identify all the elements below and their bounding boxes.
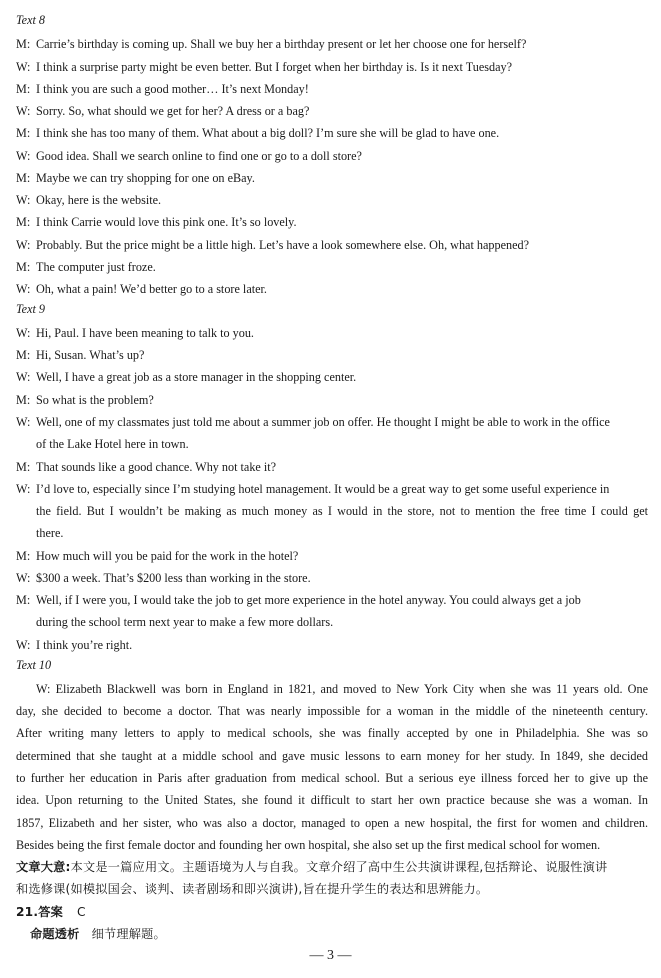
speaker-tag: M: bbox=[16, 260, 31, 274]
page-number: — 3 — bbox=[309, 948, 352, 963]
summary-label: 文章大意: bbox=[16, 860, 71, 874]
dialogue-line: W: Well, I have a great job as a store manager in the shopping center. bbox=[16, 370, 357, 384]
analysis-label: 命题透析 bbox=[30, 927, 80, 941]
dialogue-line: W: Hi, Paul. I have been meaning to talk to you. bbox=[16, 326, 254, 340]
speaker-tag: M: bbox=[16, 215, 31, 229]
answer-value: C bbox=[76, 905, 86, 919]
dialogue-text: Oh, what a pain! We’d better go to a store later. bbox=[36, 282, 267, 296]
dialogue-line: M: How much will you be paid for the work in the hotel? bbox=[16, 549, 299, 563]
dialogue-line: W: Well, one of my classmates just told me about a summer job on offer. He thought I might be able to work in the office bbox=[16, 415, 610, 429]
dialogue-text: Carrie’s birthday is coming up. Shall we buy her a birthday present or let her choose one for herself? bbox=[36, 37, 527, 51]
dialogue-line bbox=[16, 234, 648, 256]
dialogue-continuation: there. bbox=[36, 526, 64, 540]
dialogue-line bbox=[16, 189, 648, 211]
dialogue-line bbox=[16, 100, 648, 122]
dialogue-line bbox=[16, 56, 648, 78]
dialogue-line bbox=[16, 33, 648, 55]
dialogue-line: W: $300 a week. That’s $200 less than working in the store. bbox=[16, 571, 311, 585]
answer-label: 答案 bbox=[38, 905, 63, 919]
summary-line: 文章大意:本文是一篇应用文。主题语境为人与自我。文章介绍了高中生公共演讲课程,包括辩论、说服性演讲 bbox=[16, 860, 608, 874]
dialogue-line: M: Well, if I were you, I would take the job to get more experience in the hotel anyway. You could always get a job bbox=[16, 593, 581, 607]
dialogue-text: I think you are such a good mother… It’s next Monday! bbox=[36, 82, 309, 96]
dialogue-text: Probably. But the price might be a little high. Let’s have a look somewhere else. Oh, what happened? bbox=[36, 238, 530, 252]
dialogue-line: M: So what is the problem? bbox=[16, 393, 154, 407]
answer-number: 21. bbox=[16, 905, 39, 919]
speaker-tag: M: bbox=[16, 126, 31, 140]
passage-line: to further her education in Paris after graduation from medical school. But a serious eye illness forced her to give up the bbox=[16, 771, 648, 785]
dialogue-text: I think she has too many of them. What about a big doll? I’m sure she will be glad to have one. bbox=[36, 126, 500, 140]
passage-line: Besides being the first female doctor and founding her own hospital, she also set up the first medical school for women. bbox=[16, 838, 601, 852]
passage-line: day, she decided to become a doctor. That was nearly impossible for a woman in the middle of the nineteenth century. bbox=[16, 704, 648, 718]
dialogue-text: I think a surprise party might be even better. But I forget when her birthday is. Is it next Tuesday? bbox=[36, 60, 513, 74]
dialogue-line bbox=[16, 122, 648, 144]
dialogue-text: I think Carrie would love this pink one. It’s so lovely. bbox=[36, 215, 297, 229]
section-label-text10: Text 10 bbox=[16, 658, 52, 672]
passage-line: idea. Upon returning to the United States, she found it difficult to start her own practice because she was a woman. In bbox=[16, 793, 648, 807]
analysis-line bbox=[30, 923, 661, 945]
dialogue-text: Sorry. So, what should we get for her? A dress or a bag? bbox=[36, 104, 310, 118]
speaker-tag: W: bbox=[16, 60, 31, 74]
section-label-text8: Text 8 bbox=[16, 13, 46, 27]
dialogue-line: W: I think you’re right. bbox=[16, 638, 133, 652]
dialogue-line bbox=[16, 256, 648, 278]
dialogue-line: M: Hi, Susan. What’s up? bbox=[16, 348, 145, 362]
passage-line: 1857, Elizabeth and her sister, who was also a doctor, managed to open a new hospital, the first for women and children. bbox=[16, 816, 648, 830]
speaker-tag: M: bbox=[16, 82, 31, 96]
passage-line: After writing many letters to apply to medical schools, she was finally accepted by one in Philadelphia. She was so bbox=[16, 726, 648, 740]
analysis-value: 细节理解题。 bbox=[91, 927, 166, 941]
speaker-tag: M: bbox=[16, 171, 31, 185]
dialogue-line: W: I’d love to, especially since I’m studying hotel management. It would be a great way to get some useful experience in bbox=[16, 482, 610, 496]
dialogue-continuation: during the school term next year to make a few more dollars. bbox=[36, 615, 334, 629]
speaker-tag: W: bbox=[16, 282, 31, 296]
dialogue-continuation: of the Lake Hotel here in town. bbox=[36, 437, 189, 451]
dialogue-continuation: the field. But I wouldn’t be making as much money as I would in the store, not to mention the free time I could get bbox=[36, 504, 648, 518]
dialogue-line bbox=[16, 211, 648, 233]
dialogue-line bbox=[16, 145, 648, 167]
speaker-tag: W: bbox=[16, 238, 31, 252]
dialogue-line bbox=[16, 78, 648, 100]
dialogue-text: Okay, here is the website. bbox=[36, 193, 162, 207]
dialogue-line: M: That sounds like a good chance. Why not take it? bbox=[16, 460, 277, 474]
passage-line: determined that she taught at a middle school and gave music lessons to earn money for her study. In 1849, she decided bbox=[16, 749, 648, 763]
speaker-tag: W: bbox=[16, 149, 31, 163]
section-label-text9: Text 9 bbox=[16, 302, 46, 316]
answer-line bbox=[16, 901, 648, 923]
passage-line: W: Elizabeth Blackwell was born in England in 1821, and moved to New York City when she was 11 years old. One bbox=[36, 682, 648, 696]
dialogue-text: The computer just froze. bbox=[36, 260, 156, 274]
dialogue-line bbox=[16, 167, 648, 189]
dialogue-text: Maybe we can try shopping for one on eBay. bbox=[36, 171, 255, 185]
speaker-tag: W: bbox=[16, 193, 31, 207]
speaker-tag: M: bbox=[16, 37, 31, 51]
dialogue-text: Good idea. Shall we search online to find one or go to a doll store? bbox=[36, 149, 362, 163]
speaker-tag: W: bbox=[16, 104, 31, 118]
summary-line: 和选修课(如模拟国会、谈判、读者剧场和即兴演讲),旨在提升学生的表达和思辨能力。 bbox=[16, 882, 489, 896]
dialogue-line bbox=[16, 278, 648, 300]
